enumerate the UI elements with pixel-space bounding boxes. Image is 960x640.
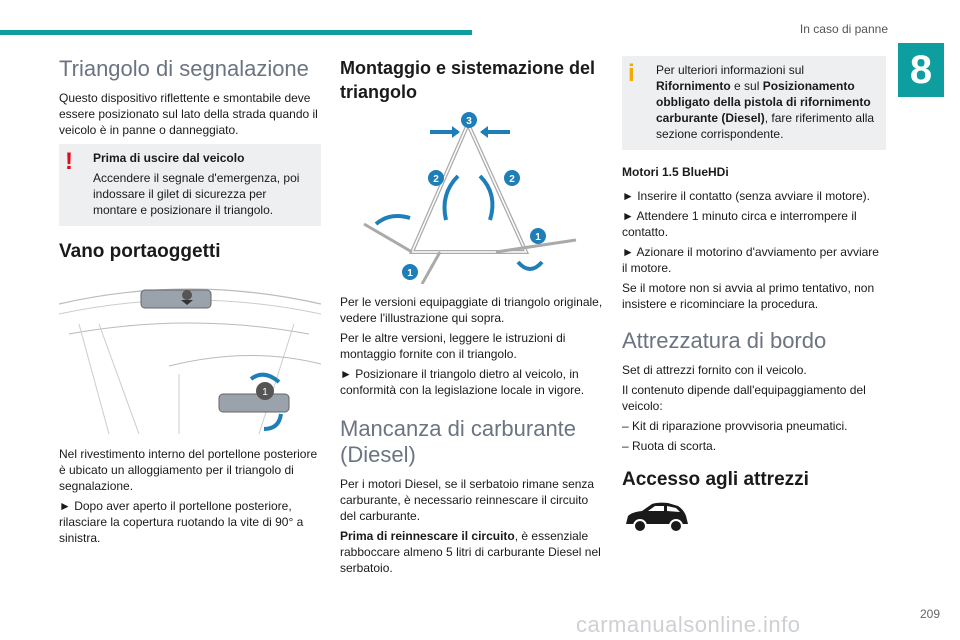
- warning-icon: !: [65, 148, 73, 175]
- step-3: ► Azionare il motorino d'avviamento per avviare il motore.: [622, 245, 879, 275]
- assembly-text-1: Per le versioni equipaggiate di triangolo originale, vedere l'illustrazione qui sopra.: [340, 295, 603, 325]
- section-title-storage: Vano portaoggetti: [59, 241, 221, 262]
- assembly-text-3: ► Posizionare il triangolo dietro al veicolo, in conformità con la legislazione locale in vigore.: [340, 367, 585, 397]
- badge-1-left: 1: [407, 268, 413, 279]
- watermark: carmanualsonline.info: [576, 612, 801, 637]
- section-title-fuel: Mancanza di carburante (Diesel): [340, 416, 577, 467]
- warning-title: Prima di uscire dal veicolo: [93, 151, 245, 165]
- fuel-text-1: Per i motori Diesel, se il serbatoio rimane senza carburante, è necessario reinnescare il circuito del carburante.: [340, 477, 595, 523]
- chapter-number-tab: 8: [898, 43, 944, 97]
- badge-1-right: 1: [535, 232, 541, 243]
- column-left: [59, 52, 321, 550]
- column-middle: [340, 52, 605, 580]
- tools-item-2: – Ruota di scorta.: [622, 439, 717, 453]
- step-2: ► Attendere 1 minuto circa e interrompere il contatto.: [622, 209, 857, 239]
- storage-text-1: Nel rivestimento interno del portellone posteriore è ubicato un alloggiamento per il triangolo di segnalazione.: [59, 447, 318, 493]
- section-title-warning-triangle: Triangolo di segnalazione: [59, 56, 309, 81]
- storage-text-2: ► Dopo aver aperto il portellone posteriore, rilasciare la copertura ruotando la vite di 90° a sinistra.: [59, 499, 304, 545]
- assembly-text-2: Per le altre versioni, leggere le istruzioni di montaggio fornite con il triangolo.: [340, 331, 566, 361]
- step-1: ► Inserire il contatto (senza avviare il motore).: [622, 189, 870, 203]
- svg-text:1: 1: [262, 387, 268, 398]
- chapter-title: In caso di panne: [799, 22, 888, 36]
- warning-text: Accendere il segnale d'emergenza, poi indossare il gilet di sicurezza per montare e posizionare il triangolo.: [93, 171, 300, 217]
- badge-3: 3: [466, 116, 472, 127]
- tools-text-2: Il contenuto dipende dall'equipaggiamento del veicolo:: [622, 383, 866, 413]
- info-box: [622, 56, 886, 150]
- tailgate-illustration: [59, 274, 321, 436]
- intro-text: Questo dispositivo riflettente e smontabile deve essere posizionato sul lato della strada quando il veicolo è in panne o danneggiato.: [59, 91, 318, 137]
- page-number: 209: [919, 607, 940, 621]
- tools-item-1: – Kit di riparazione provvisoria pneumatici.: [622, 419, 848, 433]
- header-accent-bar: [0, 30, 472, 35]
- section-title-tool-access: Accesso agli attrezzi: [622, 469, 809, 490]
- info-icon: i: [628, 60, 635, 87]
- triangle-assembly-diagram: [340, 112, 602, 284]
- badge-2-right: 2: [509, 174, 515, 185]
- warning-box: [59, 144, 321, 226]
- step-4: Se il motore non si avvia al primo tentativo, non insistere e ricominciare la procedura.: [622, 281, 875, 311]
- engine-subheading: Motori 1.5 BlueHDi: [622, 165, 729, 179]
- section-title-tools: Attrezzatura di bordo: [622, 328, 827, 353]
- tools-text-1: Set di attrezzi fornito con il veicolo.: [622, 363, 807, 377]
- badge-2-left: 2: [433, 174, 439, 185]
- fuel-text-2: Prima di reinnescare il circuito, è essenziale rabboccare almeno 5 litri di carburante Diesel nel serbatoio.: [340, 529, 601, 575]
- column-right: [622, 52, 886, 534]
- info-text: Per ulteriori informazioni sul Rifornimento e sul Posizionamento obbligato della pistola di rifornimento carburante (Diesel), fare riferimento alla sezione corrispondente.: [656, 63, 875, 141]
- car-icon: [622, 500, 692, 534]
- section-title-assembly: Montaggio e sistemazione del triangolo: [340, 58, 596, 102]
